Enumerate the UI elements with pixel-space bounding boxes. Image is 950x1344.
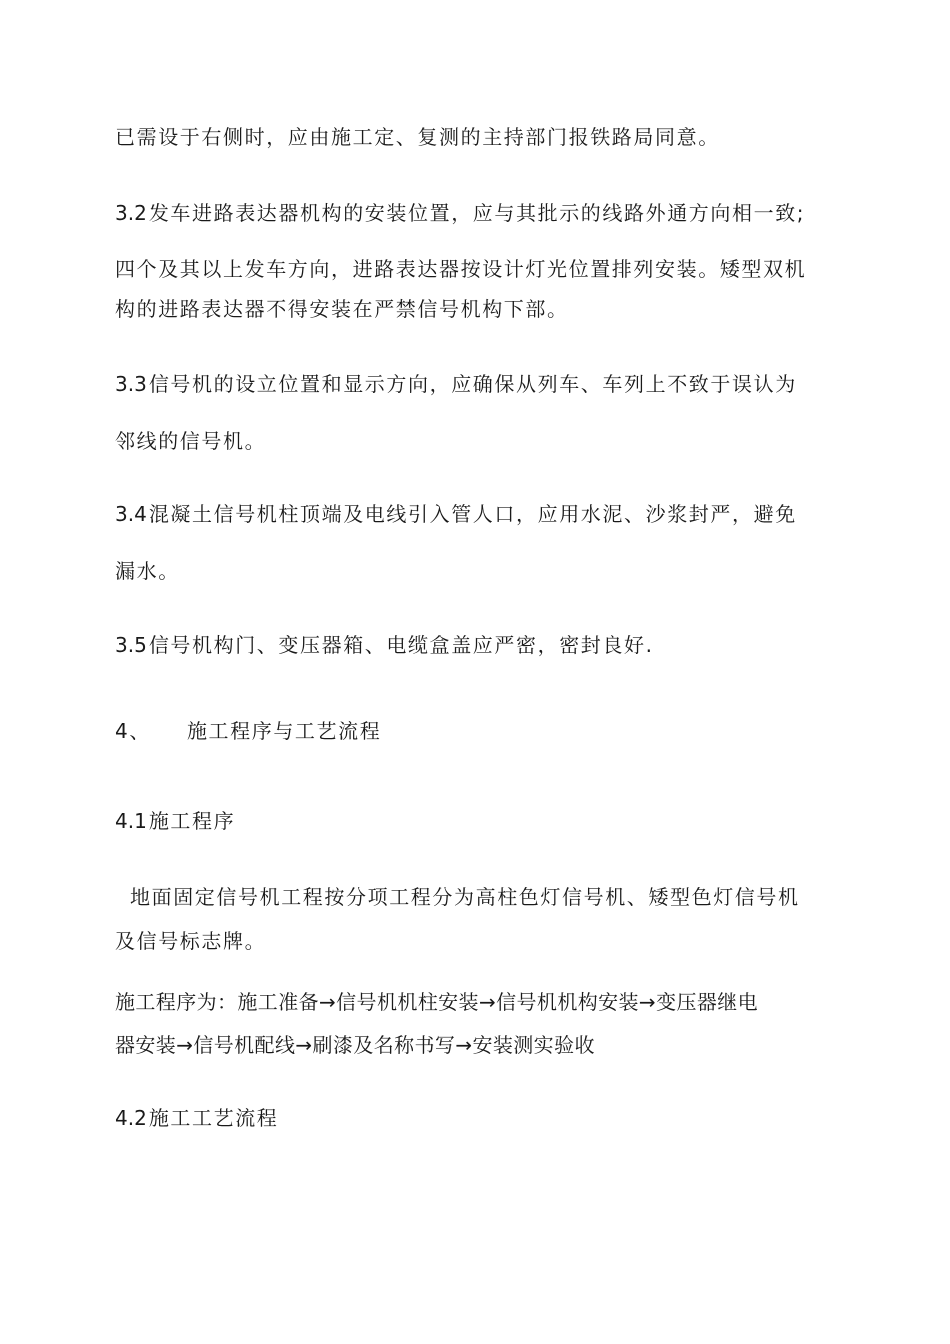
clause-text: 信号机的设立位置和显示方向，应确保从列车、车列上不致于误认为 xyxy=(148,372,797,396)
paragraph-3-2-line-3: 构的进路表达器不得安装在严禁信号机构下部。 xyxy=(115,297,569,321)
section-title: 施工程序与工艺流程 xyxy=(186,719,382,743)
section-number: 4.1 xyxy=(115,809,147,833)
paragraph-3-2-line-1 xyxy=(115,200,805,226)
sequence-line-2: 器安装→信号机配线→刷漆及名称书写→安装测实验收 xyxy=(115,1033,595,1057)
paragraph-line: 已需设于右侧时，应由施工定、复测的主持部门报铁路局同意。 xyxy=(115,125,720,149)
paragraph-3-2-line-2: 四个及其以上发车方向，进路表达器按设计灯光位置排列安装。矮型双机 xyxy=(115,257,807,281)
paragraph-3-4-line-2: 漏水。 xyxy=(115,559,180,583)
paragraph-3-5-line-1 xyxy=(115,632,654,658)
section-4-1-body-line-2: 及信号标志牌。 xyxy=(115,929,267,953)
sequence-line-1: 施工程序为：施工准备→信号机机柱安装→信号机机构安装→变压器继电 xyxy=(115,990,759,1014)
clause-text: 发车进路表达器机构的安装位置，应与其批示的线路外通方向相一致; xyxy=(148,201,806,225)
paragraph-3-3-line-2: 邻线的信号机。 xyxy=(115,429,267,453)
section-4-heading xyxy=(115,718,381,744)
paragraph-3-3-line-1 xyxy=(115,371,797,397)
clause-text: 混凝土信号机柱顶端及电线引入管人口，应用水泥、沙浆封严，避免 xyxy=(148,502,797,526)
clause-number: 3.2 xyxy=(115,201,147,225)
section-title: 施工工艺流程 xyxy=(148,1106,279,1130)
section-4-1-body-line-1: 地面固定信号机工程按分项工程分为高柱色灯信号机、矮型色灯信号机 xyxy=(130,885,800,909)
section-4-2-heading xyxy=(115,1105,278,1131)
section-number: 4、 xyxy=(115,719,151,743)
paragraph-3-4-line-1 xyxy=(115,501,797,527)
section-4-1-heading xyxy=(115,808,235,834)
clause-number: 3.4 xyxy=(115,502,147,526)
section-number: 4.2 xyxy=(115,1106,147,1130)
clause-number: 3.3 xyxy=(115,372,147,396)
clause-text: 信号机构门、变压器箱、电缆盒盖应严密，密封良好. xyxy=(148,633,654,657)
section-title: 施工程序 xyxy=(148,809,236,833)
clause-number: 3.5 xyxy=(115,633,147,657)
